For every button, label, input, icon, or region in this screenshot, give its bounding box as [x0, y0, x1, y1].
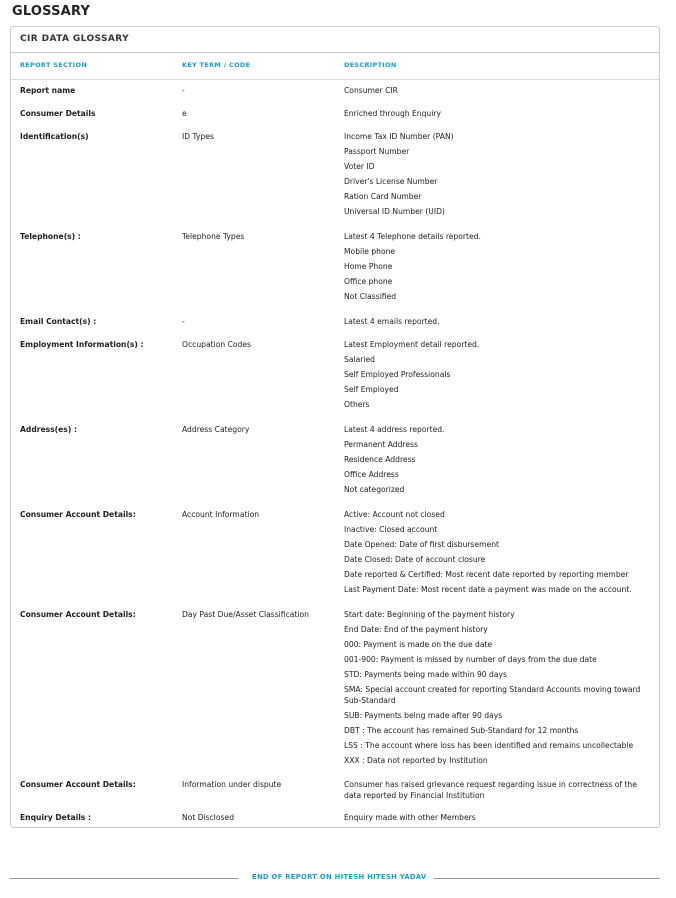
key-term-cell: ID Types: [182, 132, 214, 141]
description-line: Latest 4 emails reported.: [344, 317, 440, 326]
description-line: 001-900: Payment is missed by number of days from the due date: [344, 655, 597, 664]
description-line: Passport Number: [344, 147, 410, 156]
key-term-cell: Information under dispute: [182, 780, 282, 789]
key-term-cell: Telephone Types: [182, 232, 245, 241]
description-cell: [344, 509, 654, 599]
description-line: Income Tax ID Number (PAN): [344, 132, 454, 141]
description-line: Mobile phone: [344, 247, 396, 256]
description-line: Date Closed: Date of account closure: [344, 555, 486, 564]
description-cell: [344, 131, 654, 221]
description-cell: [344, 231, 654, 306]
description-line: Not categorized: [344, 485, 405, 494]
footer-divider-left: [10, 878, 238, 879]
key-term-cell: -: [182, 317, 185, 326]
description-line: Residence Address: [344, 455, 416, 464]
description-cell: [344, 609, 654, 770]
description-cell: [344, 316, 654, 331]
description-cell: [344, 424, 654, 499]
description-line: Latest Employment detail reported.: [344, 340, 480, 349]
description-line: Ration Card Number: [344, 192, 422, 201]
report-section-cell: Consumer Account Details:: [20, 510, 136, 519]
description-line: Home Phone: [344, 262, 393, 271]
header-report-section: REPORT SECTION: [20, 61, 88, 69]
description-line: SUB: Payments being made after 90 days: [344, 711, 503, 720]
key-term-cell: Occupation Codes: [182, 340, 251, 349]
description-line: Date Opened: Date of first disbursement: [344, 540, 499, 549]
description-line: STD: Payments being made within 90 days: [344, 670, 507, 679]
description-line: Salaried: [344, 355, 375, 364]
report-section-cell: Telephone(s) :: [20, 232, 81, 241]
page-title: GLOSSARY: [12, 4, 91, 19]
report-section-cell: Consumer Account Details:: [20, 780, 136, 789]
description-line: Universal ID Number (UID): [344, 207, 445, 216]
description-line: Enquiry made with other Members: [344, 813, 476, 822]
header-description: DESCRIPTION: [344, 61, 397, 69]
description-cell: [344, 812, 654, 827]
description-line: Voter ID: [344, 162, 375, 171]
description-line: Consumer CIR: [344, 86, 398, 95]
description-line: Others: [344, 400, 370, 409]
glossary-panel: [10, 26, 660, 828]
description-line: Date reported & Certified: Most recent date reported by reporting member: [344, 570, 629, 579]
description-line: Consumer has raised grievance request regarding issue in correctness of the data reported by Financial Institution: [344, 780, 637, 800]
description-line: Latest 4 address reported.: [344, 425, 445, 434]
report-section-cell: Enquiry Details :: [20, 813, 91, 822]
description-line: DBT : The account has remained Sub-Standard for 12 months: [344, 726, 579, 735]
report-section-cell: Address(es) :: [20, 425, 77, 434]
description-line: 000: Payment is made on the due date: [344, 640, 493, 649]
description-line: Driver's License Number: [344, 177, 438, 186]
description-line: Self Employed Professionals: [344, 370, 451, 379]
description-line: Not Classified: [344, 292, 397, 301]
description-line: Latest 4 Telephone details reported.: [344, 232, 481, 241]
description-line: XXX : Data not reported by Institution: [344, 756, 488, 765]
description-line: Permanent Address: [344, 440, 418, 449]
description-line: Active: Account not closed: [344, 510, 445, 519]
description-cell: [344, 779, 654, 805]
column-headers: [11, 53, 659, 80]
key-term-cell: Day Past Due/Asset Classification: [182, 610, 309, 619]
description-line: Enriched through Enquiry: [344, 109, 441, 118]
description-line: Office Address: [344, 470, 399, 479]
description-line: Inactive: Closed account: [344, 525, 438, 534]
key-term-cell: Address Category: [182, 425, 250, 434]
panel-title: CIR DATA GLOSSARY: [11, 27, 659, 53]
report-section-cell: Employment Information(s) :: [20, 340, 144, 349]
description-line: End Date: End of the payment history: [344, 625, 488, 634]
end-of-report-label: END OF REPORT ON HITESH HITESH YADAV: [252, 873, 427, 881]
description-line: Self Employed: [344, 385, 399, 394]
report-section-cell: Report name: [20, 86, 76, 95]
key-term-cell: e: [182, 109, 187, 118]
report-section-cell: Identification(s): [20, 132, 89, 141]
report-section-cell: Consumer Details: [20, 109, 96, 118]
description-line: Last Payment Date: Most recent date a payment was made on the account.: [344, 585, 632, 594]
footer-divider-right: [434, 878, 660, 879]
report-section-cell: Email Contact(s) :: [20, 317, 97, 326]
report-section-cell: Consumer Account Details:: [20, 610, 136, 619]
key-term-cell: -: [182, 86, 185, 95]
description-line: Office phone: [344, 277, 393, 286]
description-cell: [344, 85, 654, 100]
description-cell: [344, 108, 654, 123]
description-line: Start date: Beginning of the payment history: [344, 610, 515, 619]
key-term-cell: Not Disclosed: [182, 813, 235, 822]
description-line: SMA: Special account created for reporting Standard Accounts moving toward Sub-Standard: [344, 685, 641, 705]
header-key-term: KEY TERM / CODE: [182, 61, 251, 69]
description-line: LSS : The account where loss has been identified and remains uncollectable: [344, 741, 634, 750]
key-term-cell: Account Information: [182, 510, 260, 519]
description-cell: [344, 339, 654, 414]
